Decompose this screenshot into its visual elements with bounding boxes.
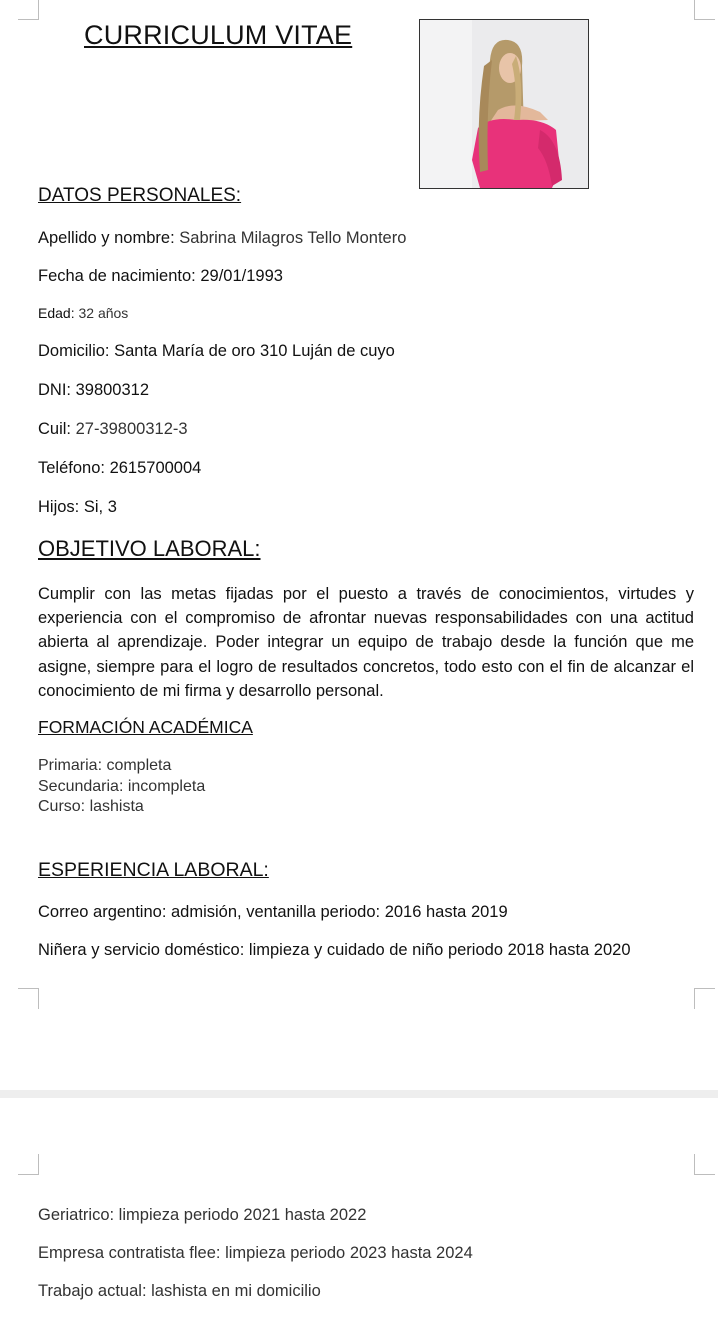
profile-photo-image bbox=[420, 20, 588, 188]
page-corner-marker bbox=[18, 988, 39, 1009]
list-item: Trabajo actual: lashista en mi domicilio bbox=[38, 1282, 321, 1300]
field-label: Teléfono: bbox=[38, 459, 105, 477]
page-corner-marker bbox=[694, 0, 715, 20]
page-corner-marker bbox=[18, 1154, 39, 1175]
field-label: Cuil: bbox=[38, 420, 72, 438]
field-cuil bbox=[38, 420, 188, 439]
formacion-list bbox=[38, 756, 205, 818]
profile-photo bbox=[419, 19, 589, 189]
field-apellido-nombre bbox=[38, 229, 406, 248]
page-corner-marker bbox=[694, 1154, 715, 1175]
field-value: 2615700004 bbox=[109, 459, 202, 477]
list-item: Empresa contratista flee: limpieza periodo 2023 hasta 2024 bbox=[38, 1244, 473, 1262]
field-label: Domicilio: bbox=[38, 342, 110, 360]
section-heading-datos-personales: DATOS PERSONALES: bbox=[38, 185, 242, 206]
field-label: Fecha de nacimiento: bbox=[38, 267, 196, 285]
field-label: DNI: bbox=[38, 381, 71, 399]
field-label: Hijos: bbox=[38, 498, 80, 516]
field-dni bbox=[38, 381, 149, 400]
document-title: CURRICULUM VITAE bbox=[84, 20, 353, 50]
field-edad bbox=[38, 305, 128, 321]
page-separator bbox=[0, 1090, 718, 1098]
field-telefono bbox=[38, 459, 201, 478]
field-value: 39800312 bbox=[75, 381, 150, 399]
field-hijos bbox=[38, 498, 117, 517]
document-page-2 bbox=[0, 1098, 718, 1333]
field-value: 27-39800312-3 bbox=[75, 420, 188, 438]
list-item: Niñera y servicio doméstico: limpieza y cuidado de niño periodo 2018 hasta 2020 bbox=[38, 941, 631, 959]
objetivo-paragraph: Cumplir con las metas fijadas por el puesto a través de conocimientos, virtudes y experiencia con el compromiso de afrontar nuevas responsabilidades con una actitud abierta al aprendizaje. Poder integrar un equipo de trabajo desde la función que me asigne, siempre para el logro de resultados concretos, todo esto con el fin de alcanzar el conocimiento de mi firma y desarrollo personal. bbox=[38, 585, 694, 700]
field-value: Sabrina Milagros Tello Montero bbox=[179, 229, 407, 247]
list-item: Correo argentino: admisión, ventanilla periodo: 2016 hasta 2019 bbox=[38, 903, 508, 921]
field-fecha-nacimiento bbox=[38, 267, 283, 286]
field-label: Edad: bbox=[38, 305, 75, 321]
field-value: Si, 3 bbox=[83, 498, 117, 516]
page-corner-marker bbox=[694, 988, 715, 1009]
field-value: Santa María de oro 310 Luján de cuyo bbox=[114, 342, 395, 360]
list-item: Geriatrico: limpieza periodo 2021 hasta 2022 bbox=[38, 1206, 367, 1224]
list-item: Secundaria: incompleta bbox=[38, 777, 206, 795]
field-value: 32 años bbox=[78, 305, 129, 321]
page-corner-marker bbox=[18, 0, 39, 20]
list-item: Primaria: completa bbox=[38, 757, 172, 774]
field-label: Apellido y nombre: bbox=[38, 229, 175, 247]
field-value: 29/01/1993 bbox=[200, 267, 283, 285]
list-item: Curso: lashista bbox=[38, 798, 144, 815]
field-domicilio bbox=[38, 342, 395, 361]
section-heading-formacion-academica: FORMACIÓN ACADÉMICA bbox=[38, 717, 253, 737]
section-heading-objetivo-laboral: OBJETIVO LABORAL: bbox=[38, 536, 261, 561]
section-heading-experiencia-laboral: ESPERIENCIA LABORAL: bbox=[38, 859, 269, 881]
